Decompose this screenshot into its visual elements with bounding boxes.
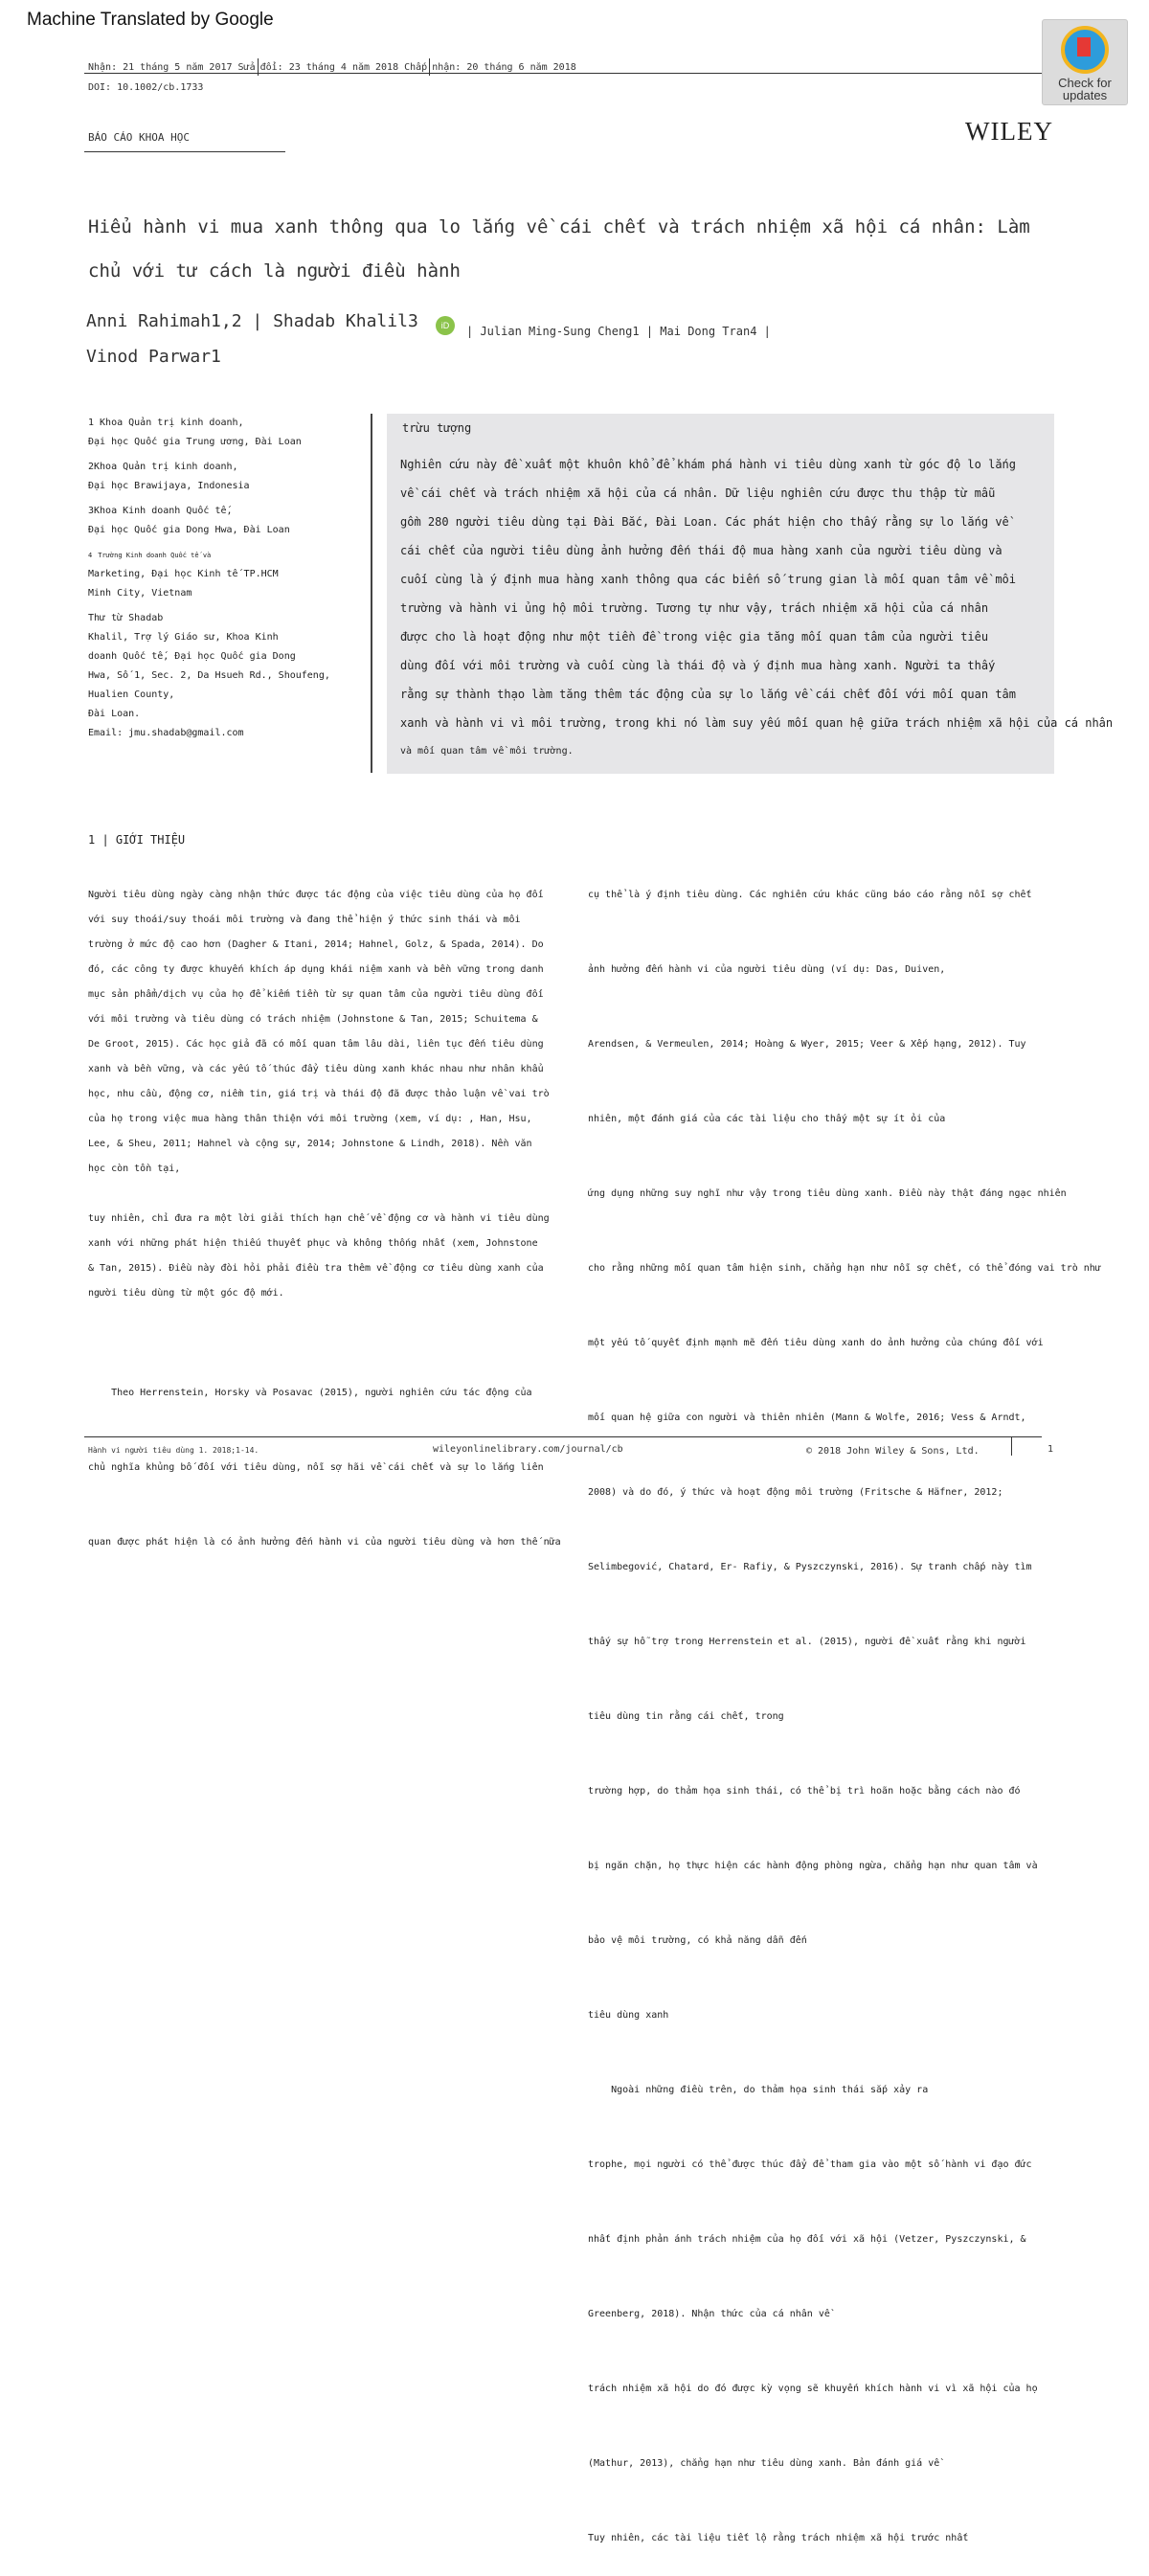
text-line: mối quan hệ giữa con người và thiên nhiên (Mann & Wolfe, 2016; Vess & Arndt, xyxy=(588,1412,1026,1423)
correspondence-line: Đài Loan. xyxy=(88,709,141,719)
revised-date: đổi: 23 tháng 4 năm 2018 Chấp xyxy=(259,62,428,73)
section-heading: 1 | GIỚI THIỆU xyxy=(88,833,186,847)
author-list-line-2: Vinod Parwar1 xyxy=(86,347,221,367)
body-column-left xyxy=(88,883,561,1630)
text-line: Người tiêu dùng ngày càng nhận thức được tác động của việc tiêu dùng của họ đối xyxy=(88,890,544,900)
paragraph xyxy=(88,883,557,1182)
abstract-line: và mối quan tâm về môi trường. xyxy=(400,746,574,757)
paragraph xyxy=(88,1207,557,1306)
correspondence-line: Khalil, Trợ lý Giáo sư, Khoa Kinh xyxy=(88,632,279,643)
received-date: Nhận: 21 tháng 5 năm 2017 Sửa xyxy=(88,62,256,73)
text-line: trường ở mức độ cao hơn (Dagher & Itani, 2014; Hahnel, Golz, & Spada, 2014). Do xyxy=(88,939,544,950)
text-line: quan được phát hiện là có ảnh hưởng đến hành vi của người tiêu dùng và hơn thế nữa xyxy=(88,1537,561,1548)
badge-line-2: updates xyxy=(1062,88,1108,102)
text-line: học còn tồn tại, xyxy=(88,1164,181,1174)
doi-link[interactable]: DOI: 10.1002/cb.1733 xyxy=(88,82,204,93)
author-list-line-1-cont: | Julian Ming-Sung Cheng1 | Mai Dong Tran4 | xyxy=(466,325,771,338)
abstract-line: cuối cùng là ý định mua hàng xanh thông qua các biến số trung gian là mối quan tâm về môi xyxy=(400,573,1016,586)
correspondence-line: Thư từ Shadab xyxy=(88,613,164,623)
paragraph xyxy=(88,1331,561,1605)
text-line: bảo vệ môi trường, có khả năng dẫn đến xyxy=(588,1935,807,1946)
paper-title: Hiểu hành vi mua xanh thông qua lo lắng về cái chết và trách nhiệm xã hội cá nhân: Làm chủ với tư cách là người điều hành xyxy=(88,216,1030,282)
text-line: Ngoài những điều trên, do thảm họa sinh thái sắp xảy ra xyxy=(588,2085,929,2095)
affiliations xyxy=(88,414,361,743)
report-type: BÁO CÁO KHOA HỌC xyxy=(88,131,190,144)
footer-url-link[interactable]: wileyonlinelibrary.com/journal/cb xyxy=(433,1444,623,1455)
machine-translated-banner: Machine Translated by Google xyxy=(27,10,274,30)
correspondence-line: Hwa, Số 1, Sec. 2, Da Hsueh Rd., Shoufeng, xyxy=(88,670,330,681)
page-number: 1 xyxy=(1048,1444,1054,1455)
text-line: Selimbegović, Chatard, Er- Rafiy, & Pyszczynski, 2016). Sự tranh chấp này tìm xyxy=(588,1562,1032,1572)
affiliation-1 xyxy=(88,414,361,452)
affiliation-line: Đại học Brawijaya, Indonesia xyxy=(88,481,250,491)
text-line: nhất định phản ánh trách nhiệm của họ đối với xã hội (Vetzer, Pyszczynski, & xyxy=(588,2234,1026,2245)
abstract-heading: trừu tượng xyxy=(402,421,472,435)
text-line: ứng dụng những suy nghĩ như vậy trong tiêu dùng xanh. Điều này thật đáng ngạc nhiên xyxy=(588,1188,1067,1199)
bookmark-icon xyxy=(1061,26,1109,74)
affiliation-line: Đại học Quốc gia Trung ương, Đài Loan xyxy=(88,437,302,447)
text-line: bị ngăn chặn, họ thực hiện các hành động phòng ngừa, chẳng hạn như quan tâm và xyxy=(588,1861,1038,1871)
publisher-logo: WILEY xyxy=(965,117,1053,146)
accepted-date: nhận: 20 tháng 6 năm 2018 xyxy=(432,62,576,73)
text-line: Lee, & Sheu, 2011; Hahnel và cộng sự, 2014; Johnstone & Lindh, 2018). Nền văn xyxy=(88,1139,532,1149)
affiliation-2 xyxy=(88,458,361,496)
report-type-rule xyxy=(84,151,285,152)
text-line: nhiên, một đánh giá của các tài liệu cho thấy một sự ít ỏi của xyxy=(588,1114,946,1124)
affiliation-line: 3Khoa Kinh doanh Quốc tế, xyxy=(88,506,233,516)
footer-journal: Hành vi người tiêu dùng 1. 2018;1-14. xyxy=(88,1446,259,1455)
abstract-divider xyxy=(371,414,372,773)
text-line: mục sản phẩm/dịch vụ của họ để kiếm tiền từ sự quan tâm của người tiêu dùng đối xyxy=(88,989,544,1000)
text-line: De Groot, 2015). Các học giả đã có mối quan tâm lâu dài, liên tục đến tiêu dùng xyxy=(88,1039,544,1050)
header-rule xyxy=(84,73,1042,74)
text-line: cho rằng những mối quan tâm hiện sinh, chẳng hạn như nỗi sợ chết, có thể đóng vai trò như xyxy=(588,1263,1101,1274)
text-line: trách nhiệm xã hội do đó được kỳ vọng sẽ khuyến khích hành vi vì xã hội của họ xyxy=(588,2384,1038,2394)
abstract-line: dùng đối với môi trường và cuối cùng là thái độ và ý định mua hàng xanh. Người ta thấy xyxy=(400,659,996,672)
affiliation-line xyxy=(88,546,361,565)
badge-line-1: Check for xyxy=(1058,76,1112,90)
correspondence-line: Hualien County, xyxy=(88,689,175,700)
text-line: với suy thoái/suy thoái môi trường và đang thể hiện ý thức sinh thái và môi xyxy=(88,915,521,925)
footer-rule xyxy=(84,1436,1042,1437)
text-line: thấy sự hỗ trợ trong Herrenstein et al. (2015), người đề xuất rằng khi người xyxy=(588,1637,1026,1647)
text-line: tuy nhiên, chỉ đưa ra một lời giải thích hạn chế về động cơ và hành vi tiêu dùng xyxy=(88,1213,550,1224)
text-line: & Tan, 2015). Điều này đòi hỏi phải điều tra thêm về động cơ tiêu dùng xanh của xyxy=(88,1263,544,1274)
text-line: xanh với những phát hiện thiếu thuyết phục và không thống nhất (xem, Johnstone xyxy=(88,1238,538,1249)
abstract-line: Nghiên cứu này đề xuất một khuôn khổ để khám phá hành vi tiêu dùng xanh từ góc độ lo lắng xyxy=(400,458,1016,471)
text-line: Theo Herrenstein, Horsky và Posavac (2015), người nghiên cứu tác động của xyxy=(88,1388,532,1398)
footer-separator xyxy=(1011,1436,1012,1456)
affiliation-line-small: Trường Kinh doanh Quốc tế và xyxy=(98,552,212,559)
footer-copyright: © 2018 John Wiley & Sons, Ltd. xyxy=(806,1446,980,1457)
affiliation-marker: 4 xyxy=(88,552,93,559)
abstract-line: gồm 280 người tiêu dùng tại Đài Bắc, Đài Loan. Các phát hiện cho thấy rằng sự lo lắng về xyxy=(400,515,1009,529)
text-line: 2008) và do đó, ý thức và hoạt động môi trường (Fritsche & Häfner, 2012; xyxy=(588,1487,1003,1498)
text-line: chủ nghĩa khủng bố đối với tiêu dùng, nỗi sợ hãi về cái chết và sự lo lắng liên xyxy=(88,1462,544,1473)
text-line: cụ thể là ý định tiêu dùng. Các nghiên cứu khác cũng báo cáo rằng nỗi sợ chết xyxy=(588,890,1032,900)
orcid-icon[interactable]: iD xyxy=(436,316,455,335)
abstract-line: rằng sự thành thạo làm tăng thêm tác động của sự lo lắng về cái chết đối với mối quan tâm xyxy=(400,688,1016,701)
correspondence xyxy=(88,609,361,743)
affiliation-line: 1 Khoa Quản trị kinh doanh, xyxy=(88,418,244,428)
text-line: đó, các công ty được khuyến khích áp dụng khái niệm xanh và bền vững trong danh xyxy=(88,964,544,975)
affiliation-line: Minh City, Vietnam xyxy=(88,588,192,599)
check-for-updates-badge[interactable] xyxy=(1042,19,1128,105)
email-link[interactable]: Email: jmu.shadab@gmail.com xyxy=(88,728,244,738)
text-line: trophe, mọi người có thể được thúc đẩy để tham gia vào một số hành vi đạo đức xyxy=(588,2159,1032,2170)
text-line: học, nhu cầu, động cơ, niềm tin, giá trị và thái độ đã được thảo luận về vai trò xyxy=(88,1089,550,1099)
text-line: Arendsen, & Vermeulen, 2014; Hoàng & Wyer, 2015; Veer & Xếp hạng, 2012). Tuy xyxy=(588,1039,1026,1050)
text-line: (Mathur, 2013), chẳng hạn như tiêu dùng xanh. Bản đánh giá về xyxy=(588,2458,940,2469)
body-column-right xyxy=(588,833,1101,2576)
affiliation-line: Đại học Quốc gia Dong Hwa, Đài Loan xyxy=(88,525,290,535)
abstract-line: trường và hành vi ủng hộ môi trường. Tương tự như vậy, trách nhiệm xã hội của cá nhân xyxy=(400,601,989,615)
affiliation-3 xyxy=(88,502,361,540)
text-line: với môi trường và tiêu dùng có trách nhiệm (Johnstone & Tan, 2015; Schuitema & xyxy=(88,1014,538,1025)
text-line: trường hợp, do thảm họa sinh thái, có thể bị trì hoãn hoặc bằng cách nào đó xyxy=(588,1786,1021,1796)
text-line: của họ trong việc mua hàng thân thiện với môi trường (xem, ví dụ: , Han, Hsu, xyxy=(88,1114,532,1124)
abstract-line: xanh và hành vi vì môi trường, trong khi nó làm suy yếu mối quan hệ giữa trách nhiệm xã hội của cá nhân xyxy=(400,716,1114,730)
abstract-line: được cho là hoạt động như một tiền đề trong việc gia tăng mối quan tâm của người tiêu xyxy=(400,630,989,644)
correspondence-line: doanh Quốc tế, Đại học Quốc gia Dong xyxy=(88,651,296,662)
author-list-line-1: Anni Rahimah1,2 | Shadab Khalil3 xyxy=(86,311,418,331)
text-line: xanh và bền vững, và các yếu tố thúc đẩy tiêu dùng xanh khác nhau như nhân khẩu xyxy=(88,1064,544,1074)
text-line: ảnh hưởng đến hành vi của người tiêu dùng (ví dụ: Das, Duiven, xyxy=(588,964,946,975)
abstract-line: cái chết của người tiêu dùng ảnh hưởng đến thái độ mua hàng xanh của người tiêu dùng và xyxy=(400,544,1003,557)
text-line: Greenberg, 2018). Nhận thức của cá nhân về xyxy=(588,2309,830,2319)
abstract-body xyxy=(400,450,1138,766)
abstract-line: về cái chết và trách nhiệm xã hội của cá nhân. Dữ liệu nghiên cứu được thu thập từ mẫu xyxy=(400,486,996,500)
affiliation-4 xyxy=(88,546,361,603)
text-line: tiêu dùng xanh xyxy=(588,2010,669,2021)
text-line: một yếu tố quyết định mạnh mẽ đến tiêu dùng xanh do ảnh hưởng của chúng đối với xyxy=(588,1338,1044,1348)
affiliation-line: 2Khoa Quản trị kinh doanh, xyxy=(88,462,238,472)
text-line: người tiêu dùng từ một góc độ mới. xyxy=(88,1288,284,1299)
text-line: tiêu dùng tin rằng cái chết, trong xyxy=(588,1711,784,1722)
text-line: Tuy nhiên, các tài liệu tiết lộ rằng trách nhiệm xã hội trước nhất xyxy=(588,2533,969,2543)
affiliation-line: Marketing, Đại học Kinh tế TP.HCM xyxy=(88,569,279,579)
